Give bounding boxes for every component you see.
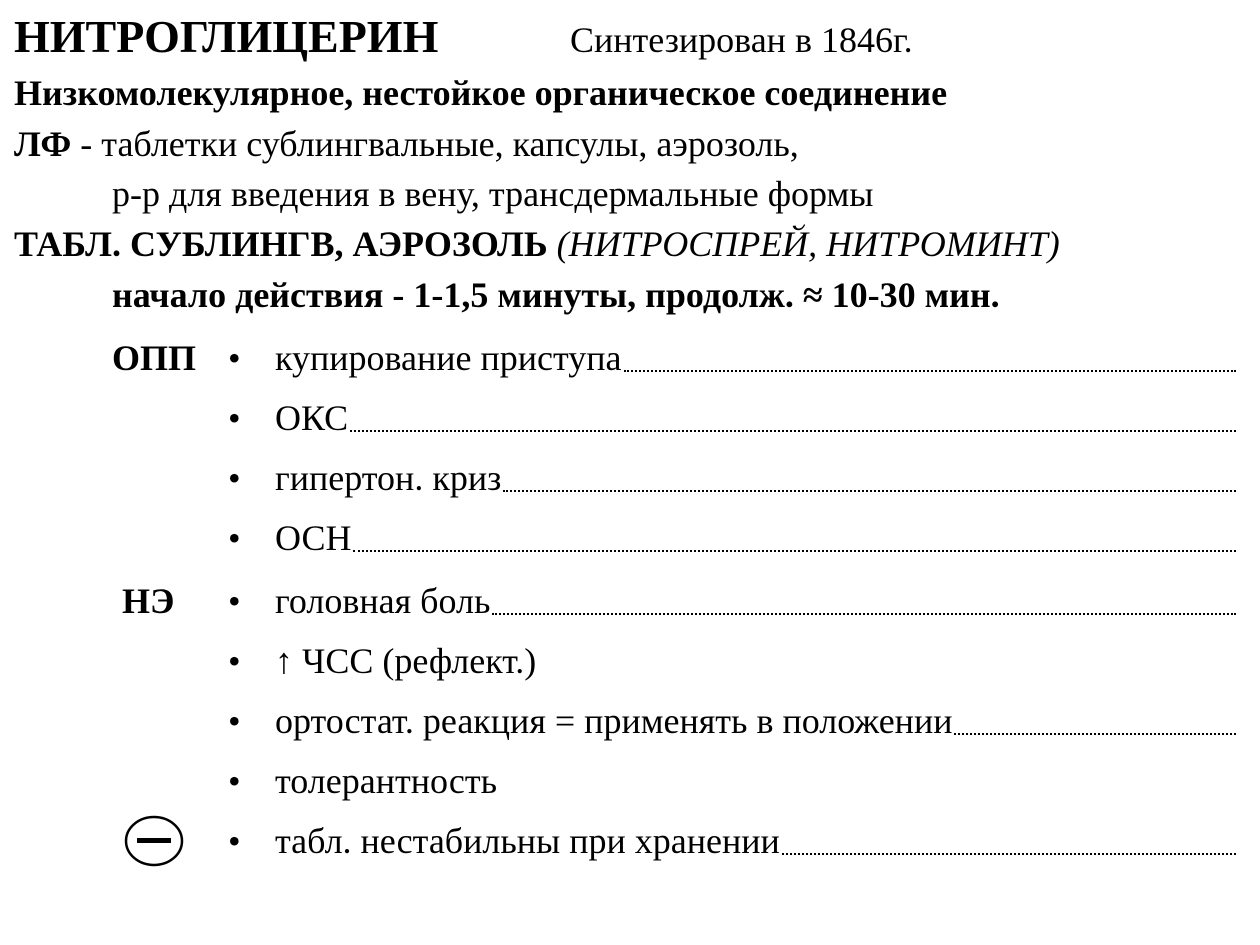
list-item — [275, 340, 1236, 376]
dotted-leader — [782, 853, 1236, 855]
drug-title: НИТРОГЛИЦЕРИН — [14, 11, 439, 62]
sublingual-heading-brands: (НИТРОСПРЕЙ, НИТРОМИНТ) — [556, 224, 1060, 264]
list-bullet: • — [228, 821, 241, 861]
list-item-text: табл. нестабильны при хранении — [275, 821, 780, 861]
circled-minus-icon — [124, 815, 184, 867]
list-bullet: • — [228, 458, 241, 498]
list-item — [275, 583, 1236, 619]
list-item-text: ОКС — [275, 398, 349, 438]
list-bullet: • — [228, 641, 241, 681]
synthesis-year: Синтезирован в 1846г. — [570, 20, 913, 60]
list-item — [275, 520, 1236, 556]
list-item-text: гипертон. криз — [275, 458, 502, 498]
dosage-forms-continuation: р-р для введения в вену, трансдермальные формы — [112, 174, 874, 214]
dosage-forms-line — [14, 126, 799, 162]
list-item-text: головная боль — [275, 581, 491, 621]
list-bullet: • — [228, 761, 241, 801]
dosage-forms-text: - таблетки сублингвальные, капсулы, аэрозоль, — [71, 124, 799, 164]
list-item-text: ОСН — [275, 518, 352, 558]
list-bullet: • — [228, 518, 241, 558]
list-bullet: • — [228, 701, 241, 741]
list-item — [275, 823, 1236, 859]
list-bullet: • — [228, 398, 241, 438]
list-item-text: купирование приступа — [275, 338, 622, 378]
dotted-leader — [350, 430, 1236, 432]
dotted-leader — [954, 733, 1236, 735]
onset-duration: начало действия - 1-1,5 минуты, продолж. ≈ 10-30 мин. — [112, 275, 1000, 315]
compound-description: Низкомолекулярное, нестойкое органическое соединение — [14, 73, 948, 113]
label-ne: НЭ — [122, 581, 175, 621]
list-item — [275, 703, 1236, 739]
list-bullet: • — [228, 338, 241, 378]
list-item — [275, 763, 1236, 799]
dotted-leader — [503, 490, 1236, 492]
dotted-leader — [624, 370, 1236, 372]
sublingual-heading — [14, 226, 1060, 262]
label-opp: ОПП — [112, 338, 197, 378]
list-item-text: ↑ ЧСС (рефлект.) — [275, 641, 537, 681]
list-item — [275, 643, 1236, 679]
dotted-leader — [492, 613, 1236, 615]
list-item — [275, 460, 1236, 496]
list-item — [275, 400, 1236, 436]
dosage-forms-label: ЛФ — [14, 124, 72, 164]
sublingual-heading-bold: ТАБЛ. СУБЛИНГВ, АЭРОЗОЛЬ — [14, 224, 557, 264]
list-item-text: ортостат. реакция = применять в положении — [275, 701, 953, 741]
list-item-text: толерантность — [275, 761, 497, 801]
list-bullet: • — [228, 581, 241, 621]
dotted-leader — [353, 550, 1236, 552]
